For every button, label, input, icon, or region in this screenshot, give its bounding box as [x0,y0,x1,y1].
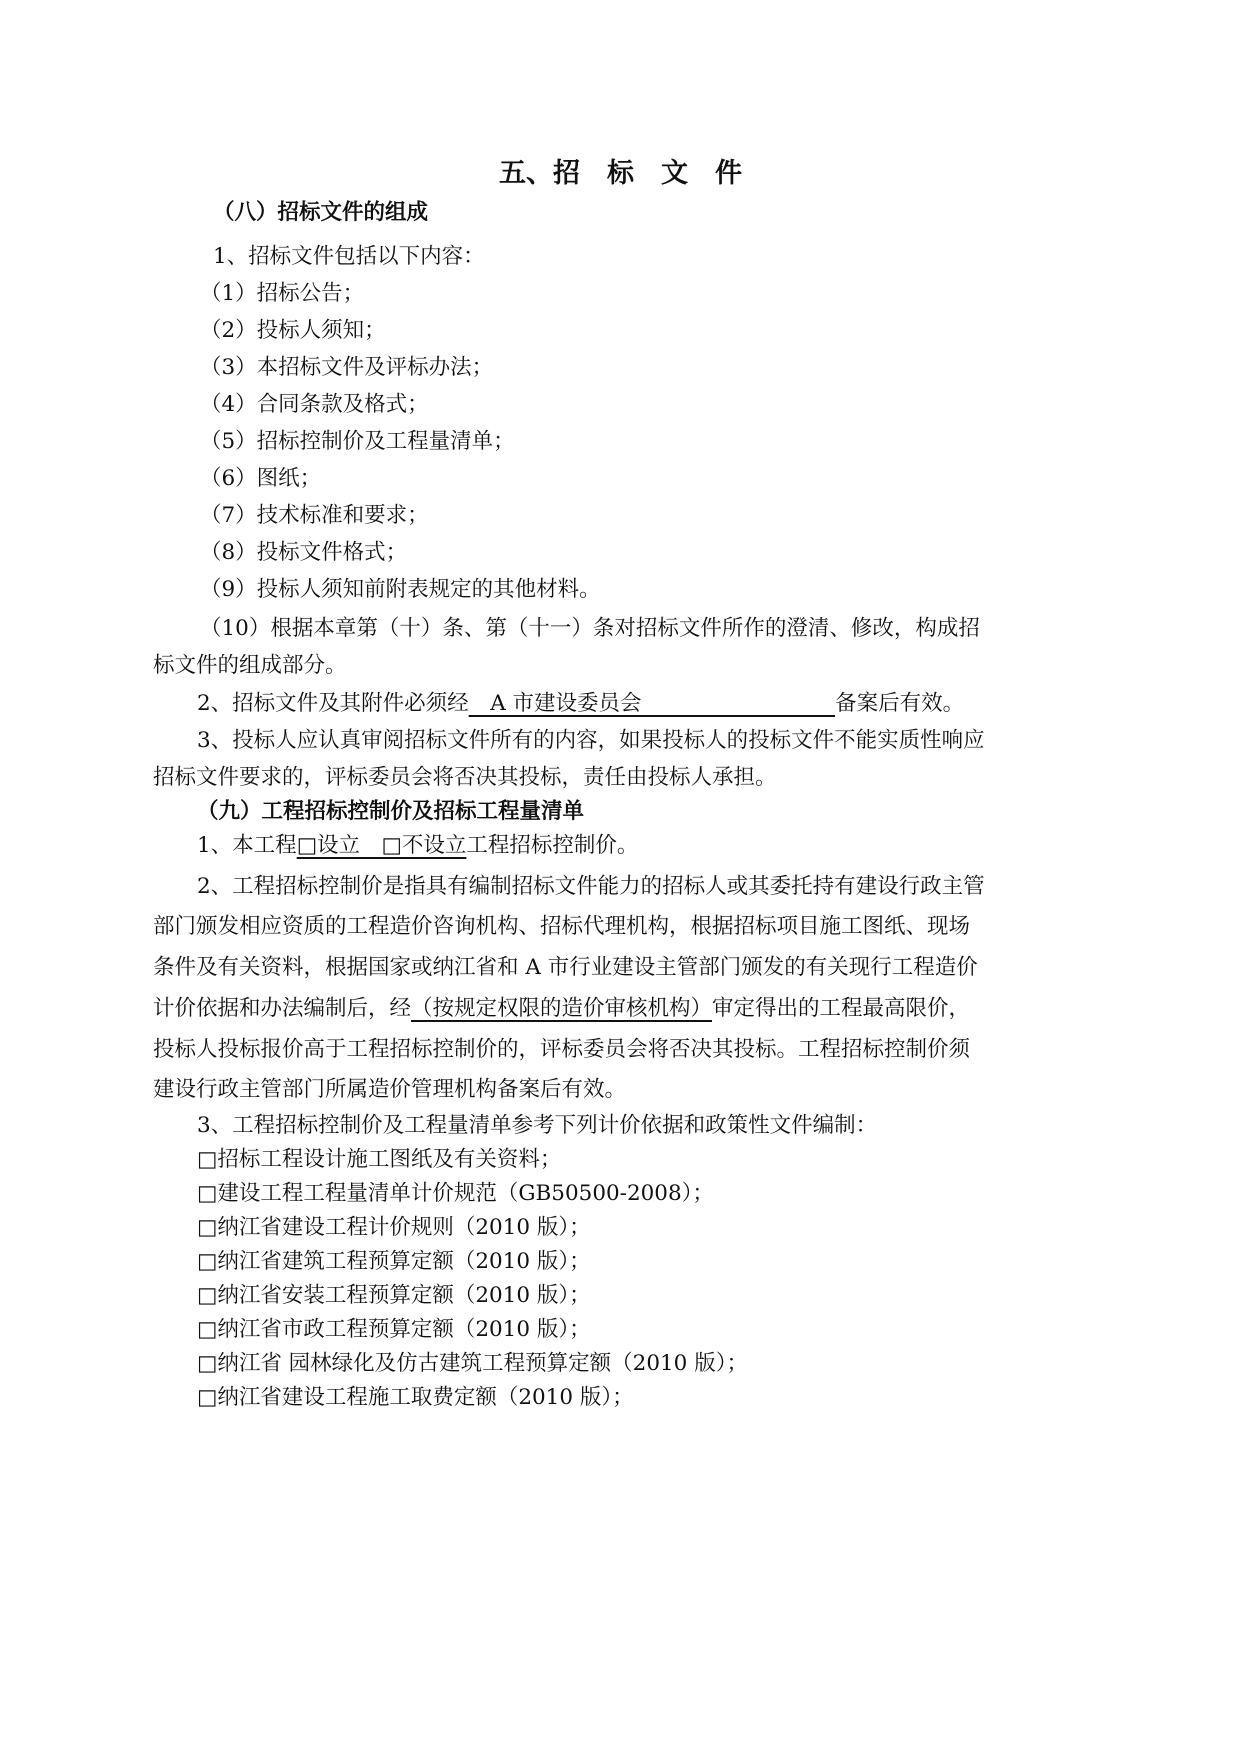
checklist-item: □纳江省 园林绿化及仿古建筑工程预算定额（2010 版）； [197,1351,748,1376]
audit-agency-field: （按规定权限的造价审核机构） [411,996,713,1021]
page-title: 五、招 标 文 件 [499,158,742,189]
list-item: （7）技术标准和要求； [200,503,429,528]
paragraph-definition-line-6: 建设行政主管部门所属造价管理机构备案后有效。 [153,1077,627,1102]
checklist-item: □纳江省建设工程施工取费定额（2010 版）； [197,1385,634,1410]
checklist-item: □纳江省安装工程预算定额（2010 版）； [197,1283,591,1308]
list-item: （9）投标人须知前附表规定的其他材料。 [200,577,601,602]
paragraph-definition-line-1: 2、工程招标控制价是指具有编制招标文件能力的招标人或其委托持有建设行政主管 [197,874,985,899]
paragraph-references-intro: 3、工程招标控制价及工程量清单参考下列计价依据和政策性文件编制： [197,1113,878,1138]
paragraph-filing-prefix: 2、招标文件及其附件必须经 [197,691,469,716]
paragraph-control-price-prefix: 1、本工程 [197,833,297,858]
paragraph-definition-line-4 [153,994,970,1024]
list-item: （5）招标控制价及工程量清单； [200,429,515,454]
paragraph-definition-line-3: 条件及有关资料，根据国家或纳江省和 A 市行业建设主管部门颁发的有关现行工程造价 [153,955,978,980]
paragraph-filing-suffix: 备案后有效。 [835,691,965,716]
filing-authority-field: A 市建设委员会 [468,691,836,716]
paragraph-definition-line-5: 投标人投标报价高于工程招标控制价的，评标委员会将否决其投标。工程招标控制价须 [153,1037,971,1062]
checklist-item: □招标工程设计施工图纸及有关资料； [197,1147,562,1172]
checklist-item: □纳江省建筑工程预算定额（2010 版）； [197,1249,591,1274]
paragraph-review-line-1: 3、投标人应认真审阅招标文件所有的内容，如果投标人的投标文件不能实质性响应 [197,728,985,753]
paragraph-filing [197,689,964,719]
paragraph-control-price-setting [197,831,638,861]
control-price-option-field: □设立 □不设立 [296,833,467,858]
list-item: （4）合同条款及格式； [200,392,429,417]
list-item: （3）本招标文件及评标办法； [200,355,494,380]
list-item: （1）招标公告； [200,281,365,306]
paragraph-definition-line-4-suffix: 审定得出的工程最高限价， [712,996,971,1021]
paragraph-control-price-suffix: 工程招标控制价。 [466,833,639,858]
paragraph-review-line-2: 招标文件要求的，评标委员会将否决其投标，责任由投标人承担。 [153,765,777,790]
list-item: （6）图纸； [200,466,322,491]
list-item: （2）投标人须知； [200,318,386,343]
list-item: （8）投标文件格式； [200,540,408,565]
section-8-heading: （八）招标文件的组成 [213,200,429,225]
paragraph-definition-line-4-prefix: 计价依据和办法编制后，经 [153,996,412,1021]
checklist-item: □建设工程工程量清单计价规范（GB50500-2008）； [197,1181,714,1206]
section-9-heading: （九）工程招标控制价及招标工程量清单 [197,799,585,824]
section-8-intro: 1、招标文件包括以下内容： [213,244,485,269]
checklist-item: □纳江省市政工程预算定额（2010 版）； [197,1317,591,1342]
list-item-10-line-2: 标文件的组成部分。 [153,653,347,678]
paragraph-definition-line-2: 部门颁发相应资质的工程造价咨询机构、招标代理机构，根据招标项目施工图纸、现场 [153,914,971,939]
list-item-10-line-1: （10）根据本章第（十）条、第（十一）条对招标文件所作的澄清、修改，构成招 [200,616,980,641]
checklist-item: □纳江省建设工程计价规则（2010 版）； [197,1215,591,1240]
